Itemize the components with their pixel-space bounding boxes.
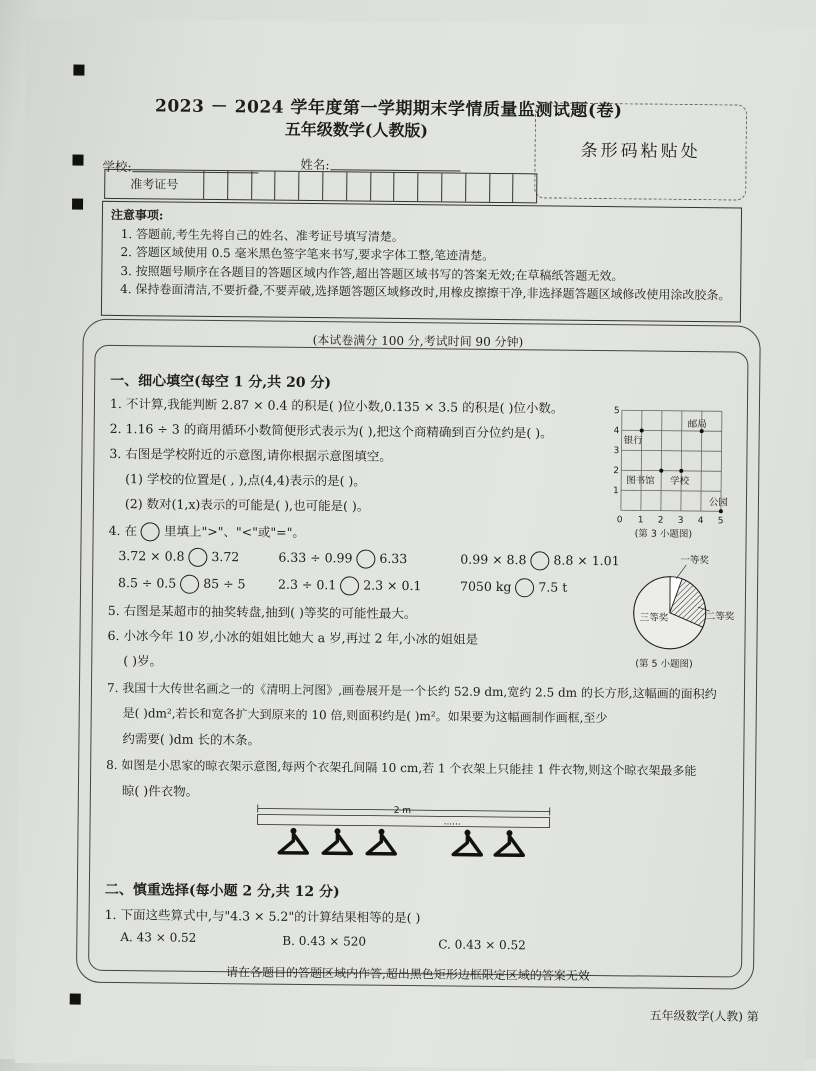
point-school [679, 469, 683, 473]
compare-right: 3.72 [211, 549, 239, 564]
question-3-part1: (1) 学校的位置是( , ),点(4,4)表示的是( )。 [125, 469, 366, 490]
point-park [719, 509, 723, 513]
question-8-line2: 晾( )件衣物。 [122, 781, 198, 800]
question-7: 7. 我国十大传世名画之一的《清明上河图》,画卷展开是一个长约 52.9 dm,宽约 2.5 dm 的长方形,这幅画的面积约 [107, 679, 717, 702]
compare-left: 0.99 × 8.8 [460, 552, 526, 568]
compare-left: 7050 kg [460, 579, 512, 595]
question-7-line2: 是( )dm²,若长和宽各扩大到原来的 10 倍,则面积约是( )m²。如果要为这幅画制作画框,至少 [123, 704, 608, 726]
compare-left: 3.72 × 0.8 [118, 548, 184, 564]
exam-subtitle: 五年级数学(人教版) [285, 117, 428, 141]
compare-left: 6.33 ÷ 0.99 [278, 550, 352, 566]
place-label: 邮局 [688, 418, 707, 430]
choice-option-c[interactable]: C. 0.43 × 0.52 [438, 937, 526, 952]
x-tick: 3 [678, 516, 684, 526]
notes-item: 4. 保持卷面清洁,不要折叠,不要弄破,选择题答题区域修改时,用橡皮擦擦干净,非选择题答题区域修改使用涂改胶条。 [110, 280, 732, 305]
exam-number-cell[interactable] [347, 172, 371, 200]
compare-item [118, 574, 246, 594]
point-library [659, 469, 663, 473]
hanger-icon [323, 834, 351, 853]
question-2: 2. 1.16 ÷ 3 的商用循环小数简便形式表示为( ),把这个商精确到百分位约是( )。 [110, 419, 553, 442]
question-4-prefix: 4. 在 [109, 523, 138, 538]
x-tick: 4 [698, 516, 704, 526]
compare-left: 8.5 ÷ 0.5 [118, 575, 176, 591]
compare-circle[interactable] [188, 548, 207, 567]
place-label: 银行 [624, 434, 644, 446]
exam-info: (本试卷满分 100 分,考试时间 90 分钟) [313, 331, 524, 350]
compare-right: 85 ÷ 5 [203, 576, 245, 591]
x-tick: 1 [638, 515, 644, 525]
exam-number-cell[interactable] [371, 173, 395, 201]
exam-number-cell[interactable] [299, 172, 323, 200]
hanger-icon [453, 836, 481, 855]
compare-item [278, 576, 422, 597]
exam-number-cell[interactable] [252, 171, 276, 199]
wheel-label: 二等奖 [706, 610, 735, 622]
exam-paper [15, 18, 816, 1071]
y-tick: 2 [613, 466, 619, 476]
question-3: 3. 右图是学校附近的示意图,请你根据示意图填空。 [109, 444, 392, 465]
place-label: 学校 [670, 475, 690, 487]
question-4 [109, 521, 305, 543]
y-tick: 3 [613, 446, 619, 456]
rack-dots: ...... [444, 817, 461, 827]
exam-number-cell[interactable] [276, 172, 300, 200]
alignment-mark [72, 154, 83, 165]
clothes-rack-figure [253, 800, 574, 873]
grid-caption: (第 3 小题图) [635, 527, 693, 540]
exam-number-grid[interactable] [104, 169, 537, 204]
question-6: 6. 小冰今年 10 岁,小冰的姐姐比她大 a 岁,再过 2 年,小冰的姐姐是 [107, 626, 478, 648]
hanger-icon [279, 834, 307, 853]
question-6-blank: ( )岁。 [123, 651, 162, 669]
rack-length-label: 2 m [394, 806, 411, 816]
compare-circle[interactable] [356, 549, 375, 568]
x-tick: 5 [718, 516, 724, 526]
exam-number-cell[interactable] [466, 174, 490, 202]
compare-right: 2.3 × 0.1 [363, 578, 421, 594]
section1-title: 一、细心填空(每空 1 分,共 20 分) [110, 370, 331, 392]
compare-circle [141, 522, 160, 541]
point-bank [640, 428, 644, 432]
question-4-suffix: 里填上">"、"<"或"="。 [164, 523, 305, 539]
notes-box [101, 201, 742, 323]
alignment-mark [72, 198, 83, 209]
rack-bar [258, 814, 550, 827]
notes-heading: 注意事项: [111, 206, 733, 231]
x-tick: 2 [658, 516, 664, 526]
place-label: 公园 [709, 497, 728, 508]
exam-number-cell[interactable] [490, 174, 514, 202]
y-tick: 1 [613, 486, 619, 496]
barcode-area [534, 102, 747, 200]
choice-option-b[interactable]: B. 0.43 × 520 [282, 934, 366, 949]
exam-number-cell[interactable] [323, 172, 347, 200]
wheel-label: 一等奖 [680, 554, 709, 566]
exam-title: 2023 － 2024 学年度第一学期期末学情质量监测试题(卷) [155, 91, 623, 121]
compare-item [460, 578, 567, 598]
name-label: 姓名: [300, 155, 329, 173]
footer-note: 请在各题目的答题区域内作答,超出黑色矩形边框限定区域的答案无效 [226, 963, 590, 984]
compare-left: 2.3 ÷ 0.1 [278, 577, 336, 593]
question-8: 8. 如图是小思家的晾衣架示意图,每两个衣架孔间隔 10 cm,若 1 个衣架上只能挂 1 件衣物,则这个晾衣架最多能 [106, 756, 696, 779]
compare-item [118, 547, 239, 567]
compare-right: 7.5 t [538, 579, 567, 594]
compare-circle[interactable] [340, 576, 359, 595]
compare-circle[interactable] [530, 551, 549, 570]
alignment-mark [70, 994, 81, 1005]
exam-number-label: 准考证号 [105, 170, 204, 199]
wheel-caption: (第 5 小题图) [635, 657, 693, 670]
exam-number-cell[interactable] [513, 174, 536, 202]
exam-number-cell[interactable] [228, 171, 252, 199]
compare-item [460, 551, 619, 572]
exam-number-cell[interactable] [418, 173, 442, 201]
compare-right: 6.33 [379, 551, 407, 566]
question-1: 1. 不计算,我能判断 2.87 × 0.4 的积是( )位小数,0.135 × 3.5 的积是( )位小数。 [110, 394, 564, 417]
y-tick: 4 [614, 426, 620, 436]
alignment-mark [73, 65, 84, 76]
barcode-label: 条形码粘贴处 [536, 135, 746, 162]
hanger-icon [367, 835, 395, 854]
compare-right: 8.8 × 1.01 [553, 553, 619, 569]
notes-item: 1. 答题前,考生先将自己的姓名、准考证号填写清楚。 [111, 224, 733, 249]
prize-wheel-figure [609, 554, 730, 675]
exam-number-cell[interactable] [442, 173, 466, 201]
compare-circle[interactable] [515, 578, 534, 597]
question-7-line3: 约需要( )dm 长的木条。 [122, 729, 260, 748]
notes-item: 2. 答题区域使用 0.5 毫米黑色签字笔来书写,要求字体工整,笔迹清楚。 [110, 243, 732, 268]
hanger-icon [495, 836, 523, 855]
compare-circle[interactable] [180, 575, 199, 594]
school-label: 学校: [102, 157, 131, 175]
exam-number-cell[interactable] [394, 173, 418, 201]
y-tick: 5 [614, 406, 620, 416]
notes-item: 3. 按照题号顺序在各题目的答题区域内作答,超出答题区域书写的答案无效;在草稿纸答题无效。 [110, 261, 732, 286]
page-footer: 五年级数学(人教) 第 [650, 1007, 759, 1025]
place-label: 图书馆 [626, 474, 655, 486]
choice-question-1: 1. 下面这些算式中,与"4.3 × 5.2"的计算结果相等的是( ) [105, 905, 421, 926]
x-tick: 0 [617, 515, 623, 525]
question-5: 5. 右图是某超市的抽奖转盘,抽到( )等奖的可能性最大。 [108, 601, 417, 622]
question-3-part2: (2) 数对(1,x)表示的可能是( ),也可能是( )。 [125, 494, 370, 515]
choice-option-a[interactable]: A. 43 × 0.52 [120, 930, 196, 945]
section2-title: 二、慎重选择(每小题 2 分,共 12 分) [105, 879, 340, 901]
compare-item [278, 549, 407, 569]
exam-number-cell[interactable] [204, 171, 228, 199]
wheel-label: 三等奖 [640, 611, 669, 623]
location-grid-figure [605, 400, 736, 541]
